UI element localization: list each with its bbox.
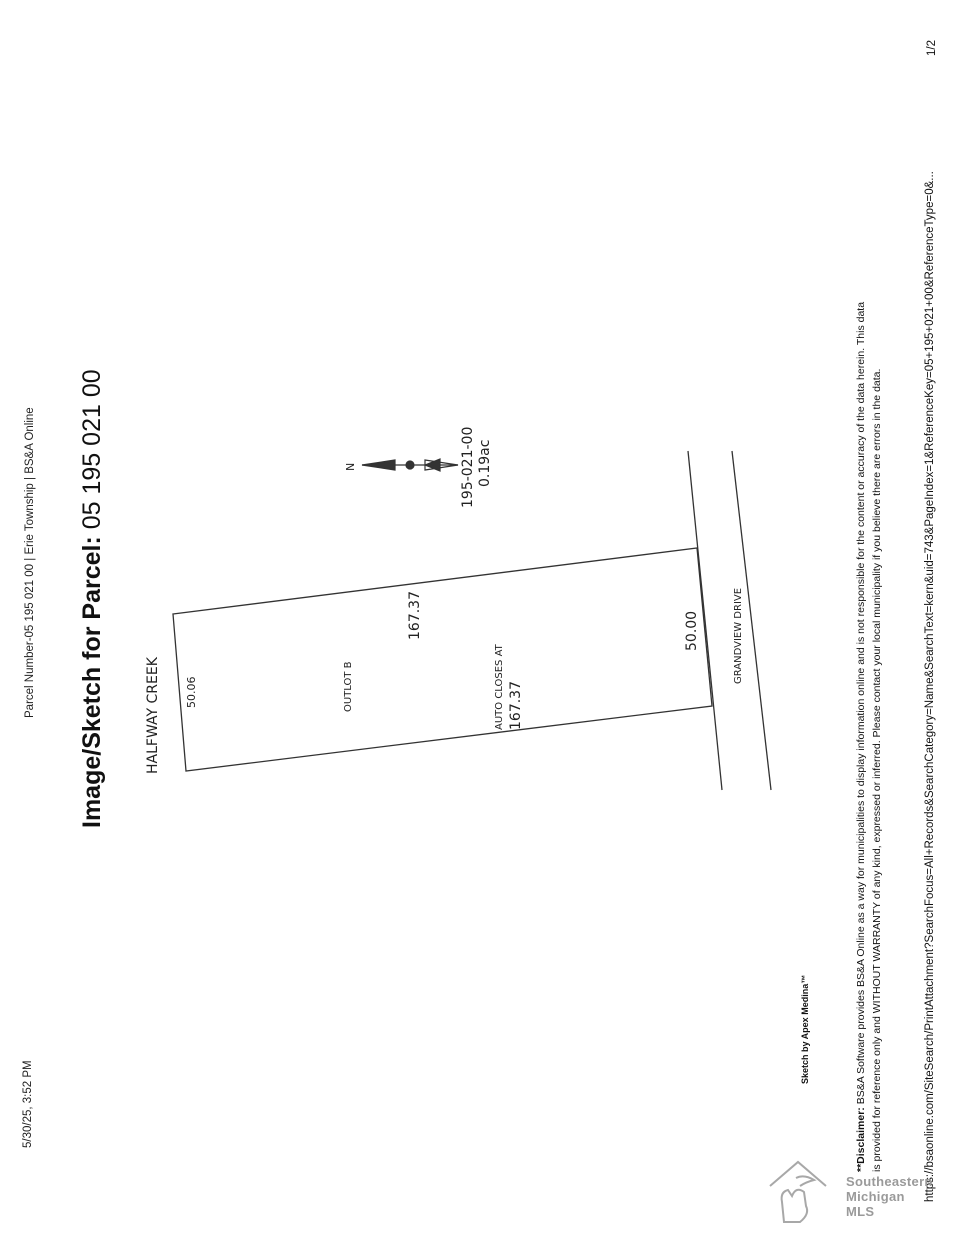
mls-watermark-text: Southeastern Michigan MLS [846,1174,933,1219]
disclaimer [854,302,885,1172]
parcel-number: 05 195 021 00 [78,369,106,530]
left-dimension: 50.06 [185,676,198,708]
disclaimer-line-2: is provided for reference only and WITHOUT WARRANTY of any kind, expressed or inferred. Please contact your local municipality if you believe there are errors in the data. [870,368,883,1172]
print-url: https://bsaonline.com/SiteSearch/PrintAttachment?SearchFocus=All+Records&SearchCategory=Name&SearchText=kern&uid=743&PageIndex=1&ReferenceKey=05+195+021+00&ReferenceType=0&... [924,171,936,1202]
bottom-dimension: 167.37 [508,681,524,730]
auto-closes-label: AUTO CLOSES AT [494,644,505,730]
north-label: N [344,462,357,471]
print-timestamp: 5/30/25, 3:52 PM [22,1060,34,1148]
acreage-label: 0.19ac [477,439,493,487]
disclaimer-label: **Disclaimer: [855,1107,867,1172]
parcel-id-label: 195-021-00 [460,426,476,508]
sketch-credit: Sketch by Apex Medina™ [800,974,810,1084]
top-dimension: 167.37 [407,591,423,640]
mls-logo-icon [766,1156,830,1228]
right-dimension: 50.00 [684,610,700,651]
outlot-label: OUTLOT B [343,661,354,712]
north-arrow-icon [362,459,458,471]
page-number: 1/2 [926,40,938,56]
creek-label: HALFWAY CREEK [145,657,161,774]
road-label: GRANDVIEW DRIVE [733,587,744,684]
disclaimer-line-1: BS&A Software provides BS&A Online as a way for municipalities to display information online and is not responsible for the content or accuracy of the data herein. This data [855,301,867,1105]
parcel-boundary [173,548,712,771]
title-prefix: Image/Sketch for Parcel: [78,536,106,828]
print-page-title: Parcel Number-05 195 021 00 | Erie Township | BS&A Online [24,407,36,718]
